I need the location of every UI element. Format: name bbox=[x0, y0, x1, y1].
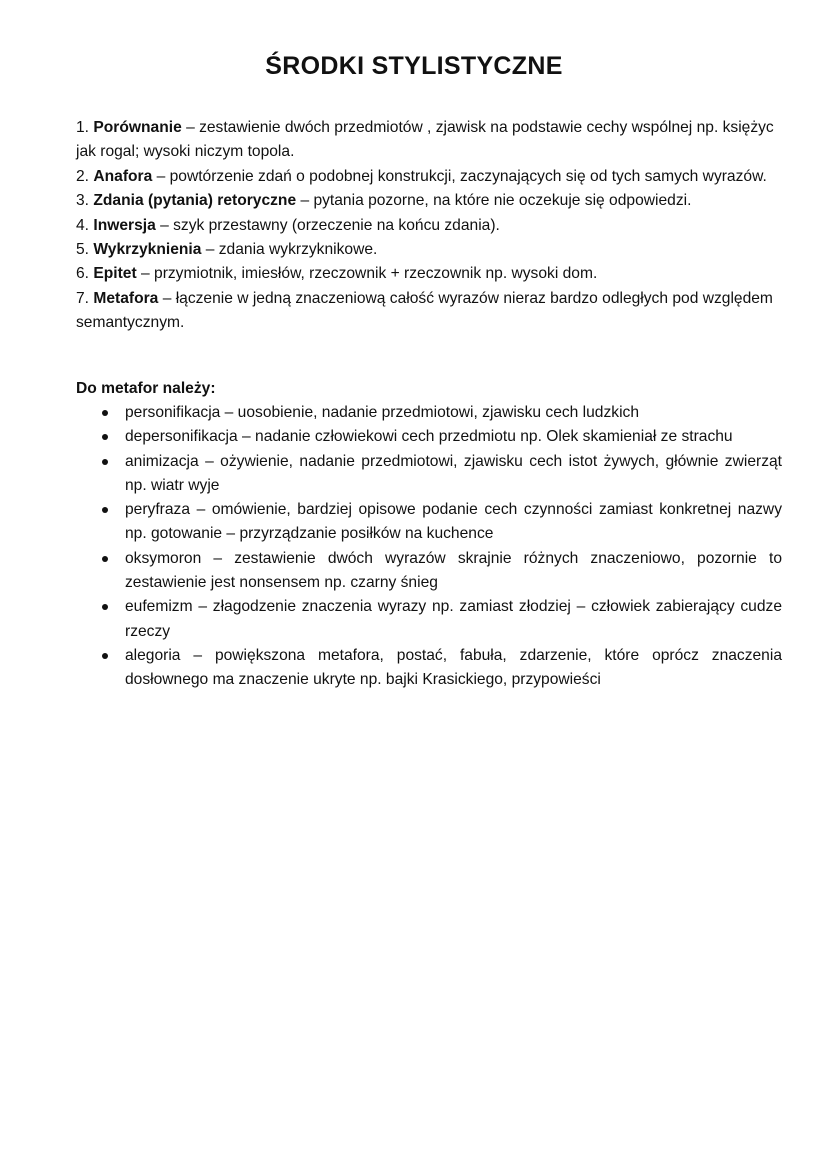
list-item bbox=[76, 644, 782, 693]
definition-term: Porównanie bbox=[93, 119, 182, 136]
list-item bbox=[76, 401, 782, 425]
list-item bbox=[76, 498, 782, 547]
definition-item bbox=[76, 116, 782, 165]
metaphor-subheading: Do metafor należy: bbox=[76, 380, 216, 397]
list-item-text: animizacja – ożywienie, nadanie przedmiotowi, zjawisku cech istot żywych, głównie zwierząt np. wiatr wyje bbox=[125, 452, 782, 494]
metaphor-bullet-list bbox=[76, 401, 782, 693]
definition-text: – szyk przestawny (orzeczenie na końcu zdania). bbox=[155, 216, 500, 234]
list-item bbox=[76, 595, 782, 644]
definition-number: 4. bbox=[76, 216, 90, 234]
list-item bbox=[76, 547, 782, 596]
definition-term: Zdania (pytania) retoryczne bbox=[93, 192, 297, 210]
definition-number: 3. bbox=[76, 192, 90, 210]
definition-text: – łączenie w jedną znaczeniową całość wyrazów nieraz bardzo odległych pod względem semantycznym. bbox=[76, 289, 773, 332]
definition-item bbox=[76, 214, 782, 238]
bullet-icon bbox=[102, 556, 108, 562]
definition-term: Metafora bbox=[93, 289, 159, 307]
definition-number: 6. bbox=[76, 265, 90, 283]
list-item-text: alegoria – powiększona metafora, postać, fabuła, zdarzenie, które oprócz znaczenia dosłownego ma znaczenie ukryte np. bajki Krasickiego, przypowieści bbox=[125, 646, 782, 689]
list-item-text: personifikacja – uosobienie, nadanie przedmiotowi, zjawisku cech ludzkich bbox=[125, 404, 640, 421]
bullet-icon bbox=[102, 410, 108, 416]
definition-item bbox=[76, 165, 782, 189]
definition-number: 7. bbox=[76, 289, 90, 307]
definition-item bbox=[76, 189, 782, 213]
definition-text: – powtórzenie zdań o podobnej konstrukcji, zaczynających się od tych samych wyrazów. bbox=[152, 167, 767, 185]
bullet-icon bbox=[102, 653, 108, 659]
definition-number: 5. bbox=[76, 241, 90, 259]
definition-item bbox=[76, 287, 782, 336]
definition-term: Anafora bbox=[93, 167, 153, 185]
definition-number: 2. bbox=[76, 167, 90, 185]
definition-number: 1. bbox=[76, 119, 90, 136]
definition-text: – przymiotnik, imiesłów, rzeczownik + rzeczownik np. wysoki dom. bbox=[136, 265, 598, 283]
list-item bbox=[76, 425, 782, 449]
definition-text: – zdania wykrzyknikowe. bbox=[201, 241, 378, 259]
bullet-icon bbox=[102, 604, 108, 610]
list-item-text: peryfraza – omówienie, bardziej opisowe podanie cech czynności zamiast konkretnej nazwy np. gotowanie – przyrządzanie posiłków na kuchence bbox=[125, 501, 782, 543]
definition-text: – zestawienie dwóch przedmiotów , zjawisk na podstawie cechy wspólnej np. księżyc jak rogal; wysoki niczym topola. bbox=[76, 119, 774, 161]
bullet-icon bbox=[102, 434, 108, 440]
definition-term: Wykrzyknienia bbox=[93, 241, 202, 259]
list-item-text: eufemizm – złagodzenie znaczenia wyrazy np. zamiast złodziej – człowiek zabierający cudze rzeczy bbox=[125, 598, 782, 640]
definition-term: Inwersja bbox=[93, 216, 156, 234]
definitions-list bbox=[76, 116, 782, 336]
definition-term: Epitet bbox=[93, 265, 137, 283]
bullet-icon bbox=[102, 507, 108, 513]
list-item-text: oksymoron – zestawienie dwóch wyrazów skrajnie różnych znaczeniowo, pozornie to zestawienie jest nonsensem np. czarny śnieg bbox=[125, 549, 782, 592]
definition-item bbox=[76, 262, 782, 286]
definition-text: – pytania pozorne, na które nie oczekuje się odpowiedzi. bbox=[296, 192, 692, 210]
bullet-icon bbox=[102, 459, 108, 465]
list-item bbox=[76, 450, 782, 499]
definition-item bbox=[76, 238, 782, 262]
list-item-text: depersonifikacja – nadanie człowiekowi cech przedmiotu np. Olek skamieniał ze strachu bbox=[125, 428, 733, 446]
document-title: ŚRODKI STYLISTYCZNE bbox=[265, 52, 563, 80]
